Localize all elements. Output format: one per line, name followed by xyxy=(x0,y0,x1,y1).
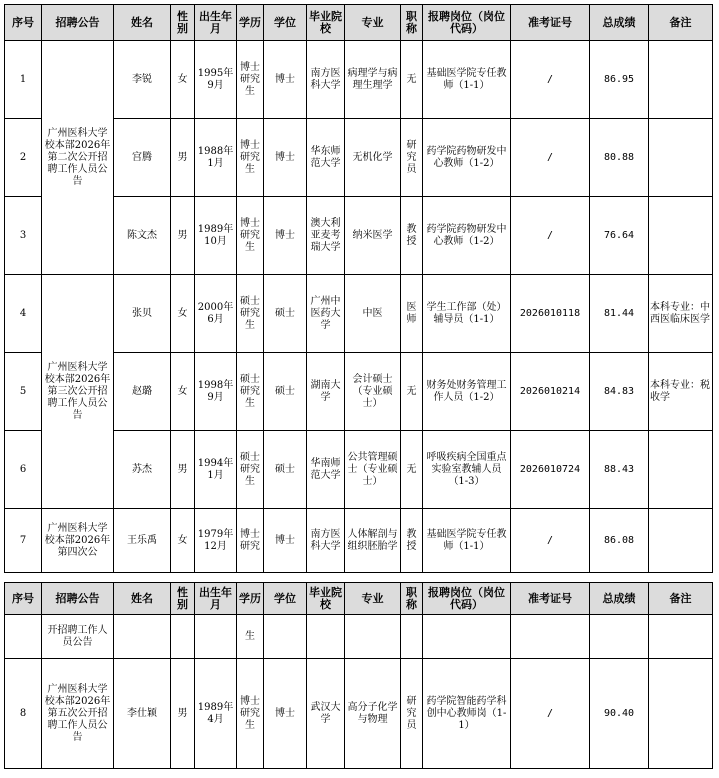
notice-cell: 广州医科大学校本部2026年第五次公开招聘工作人员公告 xyxy=(42,659,114,769)
header-cell: 学位 xyxy=(264,583,307,615)
name-cell: 陈文杰 xyxy=(114,197,171,275)
post-cell: 财务处财务管理工作人员（1-2） xyxy=(423,353,511,431)
header-cell: 备注 xyxy=(649,583,713,615)
score-cell: 88.43 xyxy=(590,431,649,509)
birth-cell: 1988年1月 xyxy=(195,119,237,197)
note-cell xyxy=(649,41,713,119)
header-cell: 职称 xyxy=(401,583,423,615)
exam-cell: / xyxy=(511,197,590,275)
note-cell xyxy=(649,197,713,275)
note-cell xyxy=(649,119,713,197)
name-cell: 苏杰 xyxy=(114,431,171,509)
birth-cell: 1995年9月 xyxy=(195,41,237,119)
exam-cell xyxy=(511,615,590,659)
note-cell: 本科专业：中西医临床医学 xyxy=(649,275,713,353)
name-cell: 李仕颖 xyxy=(114,659,171,769)
birth-cell: 1998年9月 xyxy=(195,353,237,431)
sex-cell: 男 xyxy=(171,659,195,769)
score-cell: 86.08 xyxy=(590,509,649,573)
header-cell: 职称 xyxy=(401,5,423,41)
note-cell xyxy=(649,615,713,659)
header-cell: 总成绩 xyxy=(590,5,649,41)
note-cell xyxy=(649,659,713,769)
header-cell: 毕业院校 xyxy=(307,5,345,41)
header-row xyxy=(5,583,713,615)
post-cell: 基础医学院专任教师（1-1） xyxy=(423,509,511,573)
sex-cell: 女 xyxy=(171,41,195,119)
notice-cell: 广州医科大学校本部2026年第二次公开招聘工作人员公告 xyxy=(42,41,114,275)
sex-cell: 男 xyxy=(171,431,195,509)
sex-cell: 男 xyxy=(171,119,195,197)
exam-cell: 2026010724 xyxy=(511,431,590,509)
major-cell xyxy=(345,615,401,659)
note-cell xyxy=(649,509,713,573)
sex-cell: 女 xyxy=(171,353,195,431)
degree-cell: 博士 xyxy=(264,41,307,119)
header-cell: 报聘岗位（岗位代码） xyxy=(423,583,511,615)
notice-cell: 广州医科大学校本部2026年第四次公 xyxy=(42,509,114,573)
row-number: 5 xyxy=(5,353,42,431)
name-cell: 王乐禹 xyxy=(114,509,171,573)
edu-cell: 博士研究 xyxy=(237,509,264,573)
row-number: 7 xyxy=(5,509,42,573)
table-row xyxy=(5,509,713,573)
note-cell xyxy=(649,431,713,509)
name-cell: 张贝 xyxy=(114,275,171,353)
degree-cell: 硕士 xyxy=(264,275,307,353)
header-cell: 出生年月 xyxy=(195,5,237,41)
score-cell: 81.44 xyxy=(590,275,649,353)
exam-cell: / xyxy=(511,119,590,197)
school-cell: 澳大利亚麦考瑞大学 xyxy=(307,197,345,275)
row-number xyxy=(5,615,42,659)
school-cell: 武汉大学 xyxy=(307,659,345,769)
sex-cell: 女 xyxy=(171,509,195,573)
exam-cell: 2026010118 xyxy=(511,275,590,353)
score-cell: 86.95 xyxy=(590,41,649,119)
title-cell: 研究员 xyxy=(401,659,423,769)
sex-cell xyxy=(171,615,195,659)
header-cell: 准考证号 xyxy=(511,5,590,41)
header-cell: 学历 xyxy=(237,5,264,41)
header-cell: 序号 xyxy=(5,583,42,615)
title-cell: 研究员 xyxy=(401,119,423,197)
header-cell: 性别 xyxy=(171,583,195,615)
name-cell: 赵璐 xyxy=(114,353,171,431)
table-row-continued xyxy=(5,615,713,659)
header-cell: 姓名 xyxy=(114,5,171,41)
table-row xyxy=(5,659,713,769)
major-cell: 中医 xyxy=(345,275,401,353)
score-cell xyxy=(590,615,649,659)
exam-cell: / xyxy=(511,509,590,573)
major-cell: 高分子化学与物理 xyxy=(345,659,401,769)
title-cell: 教授 xyxy=(401,509,423,573)
row-number: 8 xyxy=(5,659,42,769)
title-cell: 教授 xyxy=(401,197,423,275)
notice-cell: 开招聘工作人员公告 xyxy=(42,615,114,659)
school-cell: 华东师范大学 xyxy=(307,119,345,197)
results-table-page-2 xyxy=(4,582,713,769)
header-cell: 报聘岗位（岗位代码） xyxy=(423,5,511,41)
degree-cell: 博士 xyxy=(264,197,307,275)
degree-cell: 博士 xyxy=(264,509,307,573)
score-cell: 90.40 xyxy=(590,659,649,769)
name-cell: 宫腾 xyxy=(114,119,171,197)
edu-cell: 生 xyxy=(237,615,264,659)
score-cell: 76.64 xyxy=(590,197,649,275)
table-row xyxy=(5,275,713,353)
degree-cell: 博士 xyxy=(264,119,307,197)
header-cell: 序号 xyxy=(5,5,42,41)
edu-cell: 博士研究生 xyxy=(237,41,264,119)
row-number: 3 xyxy=(5,197,42,275)
row-number: 2 xyxy=(5,119,42,197)
edu-cell: 硕士研究生 xyxy=(237,431,264,509)
edu-cell: 博士研究生 xyxy=(237,197,264,275)
major-cell: 纳米医学 xyxy=(345,197,401,275)
score-cell: 84.83 xyxy=(590,353,649,431)
edu-cell: 硕士研究生 xyxy=(237,353,264,431)
row-number: 1 xyxy=(5,41,42,119)
school-cell: 南方医科大学 xyxy=(307,41,345,119)
name-cell xyxy=(114,615,171,659)
row-number: 4 xyxy=(5,275,42,353)
note-cell: 本科专业：税收学 xyxy=(649,353,713,431)
degree-cell: 硕士 xyxy=(264,431,307,509)
row-number: 6 xyxy=(5,431,42,509)
header-cell: 学位 xyxy=(264,5,307,41)
school-cell xyxy=(307,615,345,659)
header-row xyxy=(5,5,713,41)
degree-cell: 硕士 xyxy=(264,353,307,431)
school-cell: 湖南大学 xyxy=(307,353,345,431)
post-cell: 药学院药物研发中心教师（1-2） xyxy=(423,119,511,197)
title-cell: 医师 xyxy=(401,275,423,353)
degree-cell: 博士 xyxy=(264,659,307,769)
edu-cell: 硕士研究生 xyxy=(237,275,264,353)
major-cell: 会计硕士（专业硕士） xyxy=(345,353,401,431)
header-cell: 招聘公告 xyxy=(42,583,114,615)
post-cell: 药学院智能药学科创中心教师岗（1-1） xyxy=(423,659,511,769)
school-cell: 华南师范大学 xyxy=(307,431,345,509)
results-table-page-1 xyxy=(4,4,713,573)
notice-cell: 广州医科大学校本部2026年第三次公开招聘工作人员公告 xyxy=(42,275,114,509)
title-cell: 无 xyxy=(401,431,423,509)
header-cell: 备注 xyxy=(649,5,713,41)
edu-cell: 博士研究生 xyxy=(237,119,264,197)
post-cell: 基础医学院专任教师（1-1） xyxy=(423,41,511,119)
post-cell: 药学院药物研发中心教师（1-2） xyxy=(423,197,511,275)
major-cell: 人体解剖与组织胚胎学 xyxy=(345,509,401,573)
header-cell: 出生年月 xyxy=(195,583,237,615)
score-cell: 80.88 xyxy=(590,119,649,197)
sex-cell: 男 xyxy=(171,197,195,275)
birth-cell: 1994年1月 xyxy=(195,431,237,509)
title-cell: 无 xyxy=(401,41,423,119)
header-cell: 姓名 xyxy=(114,583,171,615)
sex-cell: 女 xyxy=(171,275,195,353)
exam-cell: 2026010214 xyxy=(511,353,590,431)
birth-cell: 1989年4月 xyxy=(195,659,237,769)
header-cell: 学历 xyxy=(237,583,264,615)
edu-cell: 博士研究生 xyxy=(237,659,264,769)
birth-cell: 1989年10月 xyxy=(195,197,237,275)
table-row xyxy=(5,41,713,119)
school-cell: 广州中医药大学 xyxy=(307,275,345,353)
header-cell: 毕业院校 xyxy=(307,583,345,615)
header-cell: 专业 xyxy=(345,5,401,41)
school-cell: 南方医科大学 xyxy=(307,509,345,573)
major-cell: 无机化学 xyxy=(345,119,401,197)
header-cell: 专业 xyxy=(345,583,401,615)
birth-cell xyxy=(195,615,237,659)
major-cell: 公共管理硕士（专业硕士） xyxy=(345,431,401,509)
post-cell: 呼吸疾病全国重点实验室教辅人员（1-3） xyxy=(423,431,511,509)
header-cell: 总成绩 xyxy=(590,583,649,615)
post-cell: 学生工作部（处）辅导员（1-1） xyxy=(423,275,511,353)
name-cell: 李锐 xyxy=(114,41,171,119)
degree-cell xyxy=(264,615,307,659)
exam-cell: / xyxy=(511,41,590,119)
birth-cell: 1979年12月 xyxy=(195,509,237,573)
exam-cell: / xyxy=(511,659,590,769)
header-cell: 准考证号 xyxy=(511,583,590,615)
header-cell: 招聘公告 xyxy=(42,5,114,41)
birth-cell: 2000年6月 xyxy=(195,275,237,353)
header-cell: 性别 xyxy=(171,5,195,41)
post-cell xyxy=(423,615,511,659)
title-cell xyxy=(401,615,423,659)
title-cell: 无 xyxy=(401,353,423,431)
major-cell: 病理学与病理生理学 xyxy=(345,41,401,119)
